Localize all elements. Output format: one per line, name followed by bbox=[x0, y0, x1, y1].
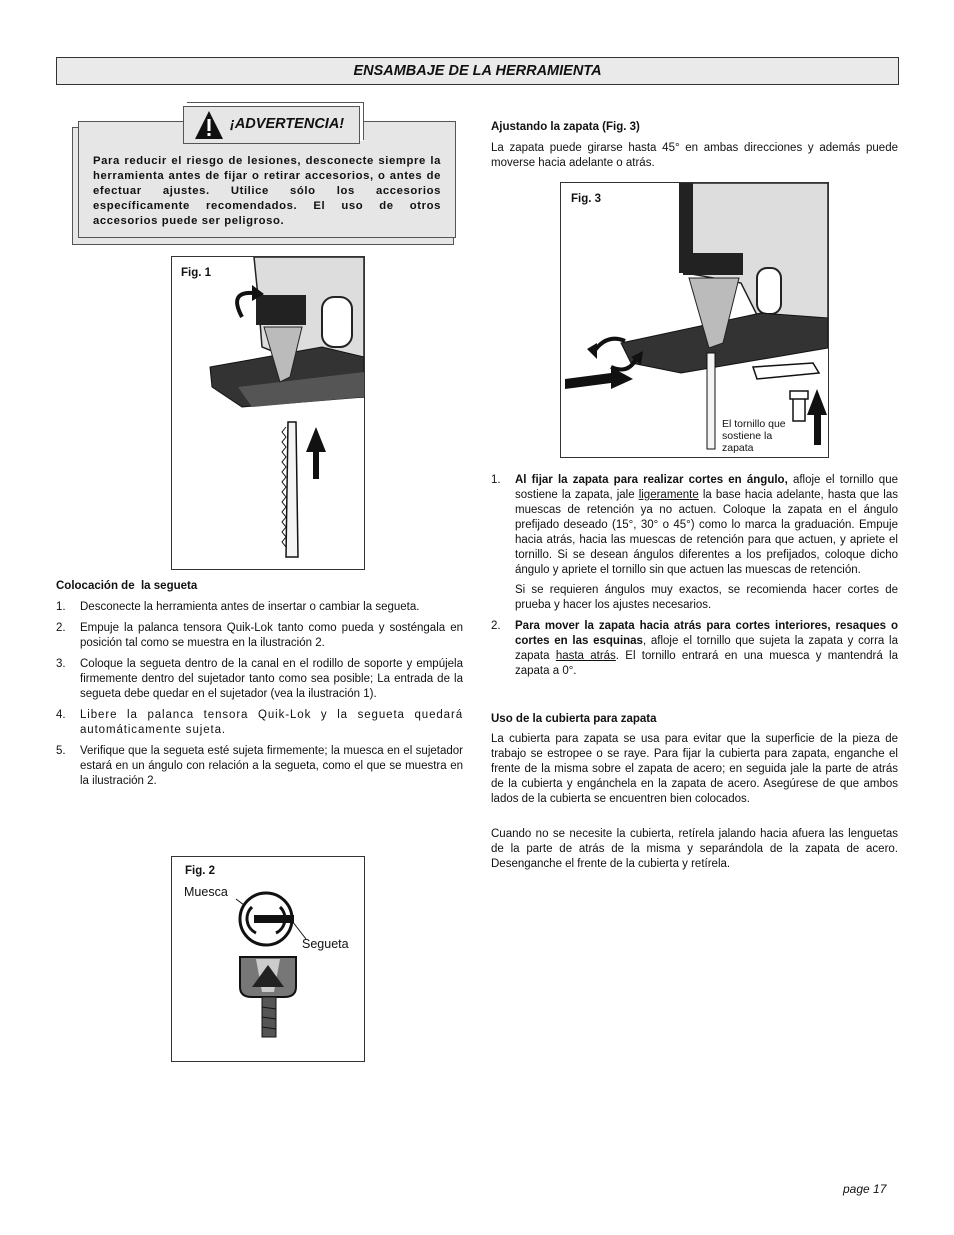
warning-title-box bbox=[183, 106, 360, 144]
list-item: 1. Al fijar la zapata para realizar cortes en ángulo, afloje el tornillo que sostiene la zapata, jale ligeramente la base hacia adelante, hasta que las muescas de retención ya no actuen. Coloque la zapata en el ángulo prefijado deseado (15°, 30° o 45°) como lo marca la graduación. Empuje hacia atrás, hacia las muescas de retención para que actuen, y apriete el tornillo. Si se desean ángulos diferentes a los prefijados, coloque dicho ángulo y apriete el tornillo sin que actuen las muescas de retención. Si se requieren ángulos muy exactos, se recomienda hacer cortes de prueba y hacer los ajustes necesarios. bbox=[491, 474, 898, 611]
cover-heading: Uso de la cubierta para zapata bbox=[491, 713, 657, 725]
blade-callout: Segueta bbox=[302, 937, 349, 951]
warning-triangle-icon bbox=[194, 110, 224, 140]
jigsaw-blade-insertion-illustration bbox=[172, 257, 364, 569]
section-header: ENSAMBAJE DE LA HERRAMIENTA bbox=[56, 57, 899, 85]
shoe-adjustment-illustration bbox=[561, 183, 828, 457]
cover-paragraph-1: La cubierta para zapata se usa para evitar que la superficie de la pieza de trabajo se estropee o se raye. Para fijar la cubierta para zapata, enganche el frente de la misma sobre el zapata de acero; en seguida jale la parte de atrás de la cubierta y engánchela en la zapata de acero. Asegúrese de que ambos lados de la cubierta se encuentren bien colocados. bbox=[491, 733, 898, 805]
list-item: 3. Coloque la segueta dentro de la canal en el rodillo de soporte y empújela firmemente dentro del sujetador tanto como sea posible; La entrada de la segueta debe quedar en el sujetador (vea la ilustración 1). bbox=[56, 658, 463, 700]
screw-callout: El tornillo que sostiene la zapata bbox=[722, 418, 786, 454]
figure-1-label: Fig. 1 bbox=[181, 267, 212, 279]
page-number: page 17 bbox=[843, 1182, 887, 1196]
figure-2 bbox=[171, 856, 365, 1062]
blade-section-heading: Colocación de la segueta bbox=[56, 580, 198, 592]
list-item: 4. Libere la palanca tensora Quik-Lok y la segueta quedará automáticamente sujeta. bbox=[56, 709, 463, 736]
step1-note: Si se requieren ángulos muy exactos, se recomienda hacer cortes de prueba y hacer los ajustes necesarios. bbox=[515, 584, 898, 611]
warning-title: ¡ADVERTENCIA! bbox=[230, 116, 345, 132]
blade-steps-list bbox=[56, 600, 463, 795]
figure-1 bbox=[171, 256, 365, 570]
list-item: 1. Desconecte la herramienta antes de insertar o cambiar la segueta. bbox=[56, 601, 420, 613]
figure-2-label: Fig. 2 bbox=[185, 865, 216, 877]
list-item: 2. Para mover la zapata hacia atrás para cortes interiores, resaques o cortes en las esquinas, afloje el tornillo que sujeta la zapata y corra la zapata hasta atrás. El tornillo entrará en una muesca y mantendrá la zapata a 0°. bbox=[491, 620, 898, 677]
shoe-steps-list bbox=[491, 473, 898, 685]
blade-clamp-notch-illustration bbox=[172, 857, 364, 1061]
notch-callout: Muesca bbox=[184, 885, 228, 899]
shoe-adjust-heading: Ajustando la zapata (Fig. 3) bbox=[491, 121, 640, 133]
shoe-adjust-intro: La zapata puede girarse hasta 45° en ambas direcciones y además puede moverse hacia adelante o atrás. bbox=[491, 142, 898, 169]
list-item: 5. Verifique que la segueta esté sujeta firmemente; la muesca en el sujetador estará en un ángulo con relación a la segueta, como el que se muestra en la ilustración 2. bbox=[56, 745, 463, 787]
figure-3 bbox=[560, 182, 829, 458]
warning-text: Para reducir el riesgo de lesiones, desconecte siempre la herramienta antes de fijar o retirar accesorios, o antes de efectuar ajustes. Utilice sólo los accesorios específicamente recomendados. El uso de otros accesorios puede ser peligroso. bbox=[93, 155, 441, 227]
cover-paragraph-2: Cuando no se necesite la cubierta, retírela jalando hacia afuera las lenguetas de la parte de atrás de la misma y separándola de la zapata de acero. Desenganche el frente de la cubierta y retírela. bbox=[491, 828, 898, 870]
list-item: 2. Empuje la palanca tensora Quik-Lok tanto como pueda y sosténgala en posición tal como se muestra en la ilustración 2. bbox=[56, 622, 463, 649]
figure-3-label: Fig. 3 bbox=[571, 193, 602, 205]
